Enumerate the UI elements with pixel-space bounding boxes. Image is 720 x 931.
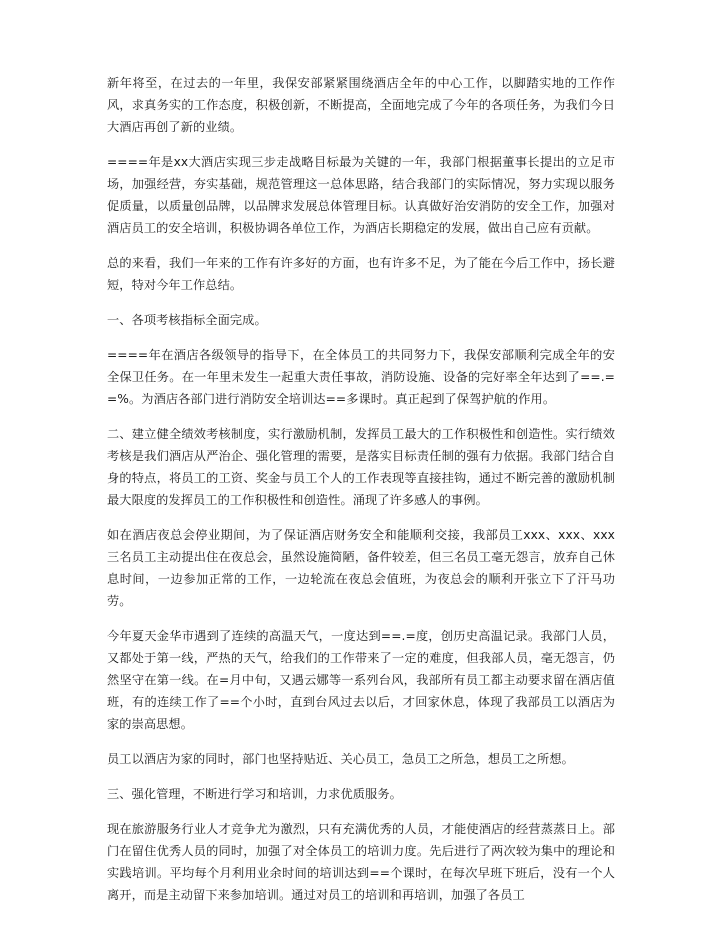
strategy-paragraph: ====年是xx大酒店实现三步走战略目标最为关键的一年，我部门根据董事长提出的立足市场，加强经营，夯实基础，规范管理这一总体思路，结合我部门的实际情况，努力实现以服务促质量，以质量创品牌，以品牌求发展总体管理目标。认真做好治安消防的安全工作，加强对酒店员工的安全培训，积极协调各单位工作，为酒店长期稳定的发展，做出自己应有贡献。 [107,155,615,235]
training-paragraph: 现在旅游服务行业人才竞争尤为激烈，只有充满优秀的人员，才能使酒店的经营蒸蒸日上。部门在留住优秀人员的同时，加强了对全体员工的培训力度。先后进行了两次较为集中的理论和实践培训。平均每个月利用业余时间的培训达到==个课时，在每次早班下班后，没有一个人离开，而是主动留下来参加培训。通过对员工的培训和再培训，加强了各员工 [107,822,615,902]
summary-paragraph: 总的来看，我们一年来的工作有许多好的方面，也有许多不足，为了能在今后工作中，扬长避短，特对今年工作总结。 [107,256,615,292]
document-body [107,72,615,919]
nightclub-example-paragraph: 如在酒店夜总会停业期间，为了保证酒店财务安全和能顺利交接，我部员工xxx、xxx、xxx三名员工主动提出住在夜总会，虽然设施简陋，备件较差，但三名员工毫无怨言，放弃自己休息时间，一边参加正常的工作，一边轮流在夜总会值班，为夜总会的顺利开张立下了汗马功劳。 [107,528,615,608]
section-heading-3: 三、强化管理，不断进行学习和培训，力求优质服务。 [107,787,402,801]
summer-example-paragraph: 今年夏天金华市遇到了连续的高温天气，一度达到==.=度，创历史高温记录。我部门人员，又都处于第一线，严热的天气，给我们的工作带来了一定的难度，但我部人员，毫无怨言，仍然坚守在第一线。在=月中旬，又遇云娜等一系列台风，我部所有员工都主动要求留在酒店值班，有的连续工作了==个小时，直到台风过去以后，才回家休息，体现了我部员工以酒店为家的崇高思想。 [107,629,615,731]
section-heading-2-paragraph: 二、建立健全绩效考核制度，实行激励机制，发挥员工最大的工作积极性和创造性。实行绩效考核是我们酒店从严治企、强化管理的需要，是落实目标责任制的强有力依据。我部门结合自身的特点，将员工的工资、奖金与员工个人的工作表现等直接挂钩，通过不断完善的激励机制最大限度的发挥员工的工作积极性和创造性。涌现了许多感人的事例。 [107,427,615,507]
section-1-paragraph: ====年在酒店各级领导的指导下，在全体员工的共同努力下，我保安部顺利完成全年的安全保卫任务。在一年里未发生一起重大责任事故，消防设施、设备的完好率全年达到了==.==%。为酒店各部门进行消防安全培训达==多课时。真正起到了保驾护航的作用。 [107,348,615,406]
intro-paragraph: 新年将至，在过去的一年里，我保安部紧紧围绕酒店全年的中心工作，以脚踏实地的工作作风，求真务实的工作态度，积极创新，不断提高，全面地完成了今年的各项任务，为我们今日大酒店再创了新的业绩。 [107,76,615,134]
care-paragraph: 员工以酒店为家的同时，部门也坚持贴近、关心员工，急员工之所急，想员工之所想。 [107,752,574,766]
section-heading-1: 一、各项考核指标全面完成。 [107,313,267,327]
